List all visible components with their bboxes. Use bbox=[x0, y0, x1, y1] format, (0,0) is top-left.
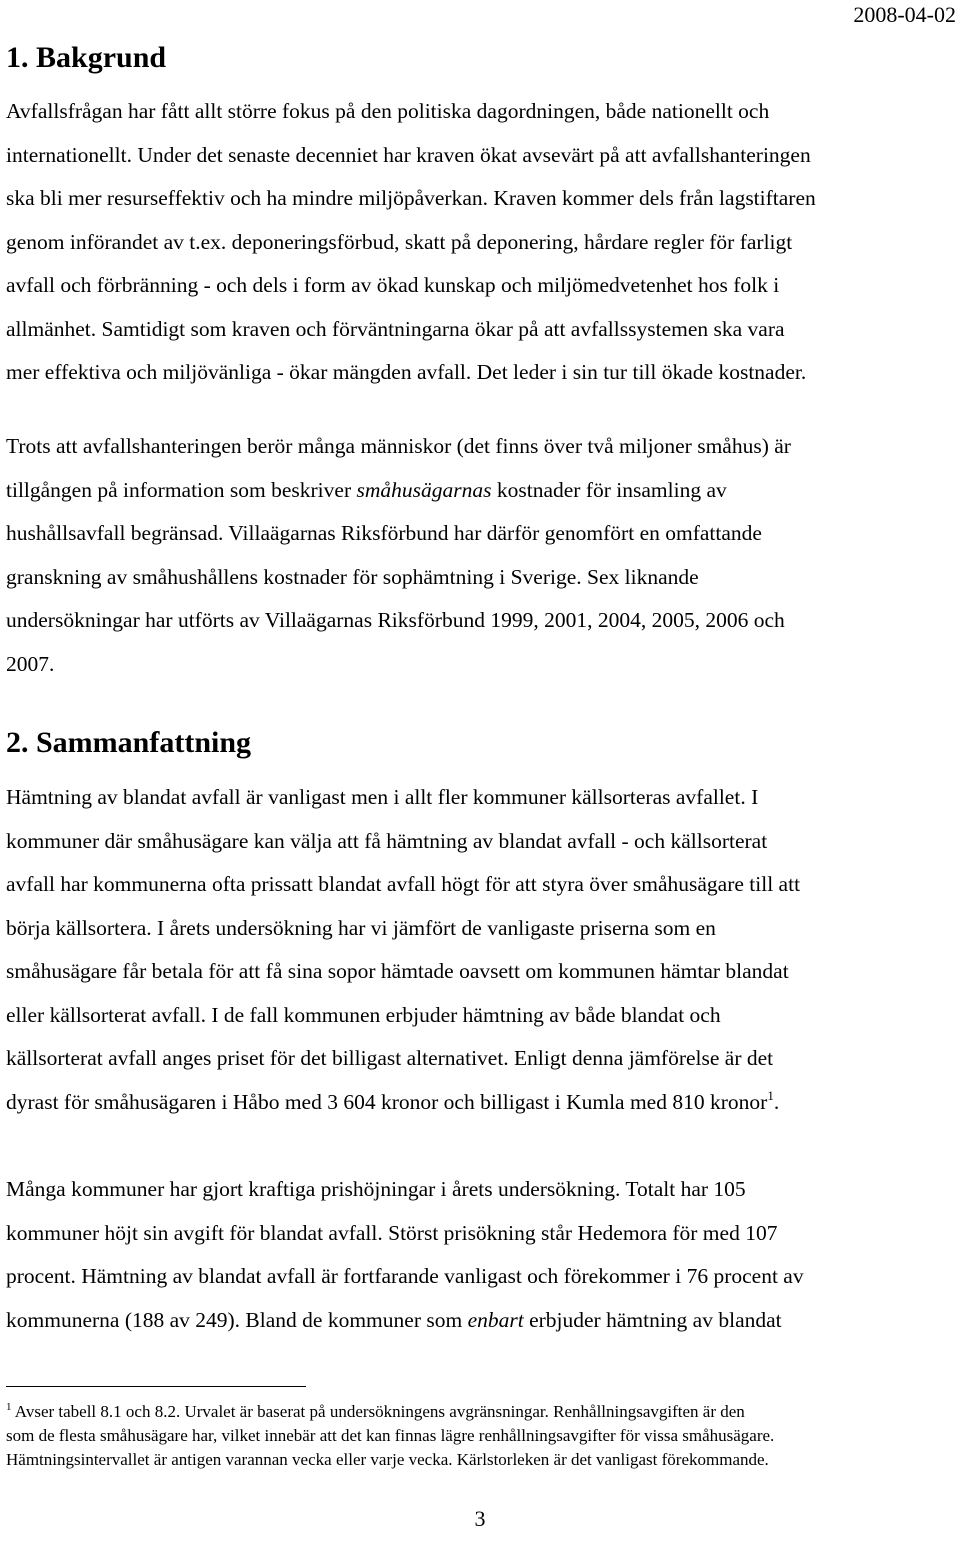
text-line: Trots att avfallshanteringen berör många människor (det finns över två miljoner småhus) är bbox=[6, 434, 791, 458]
emphasis-text: enbart bbox=[467, 1307, 524, 1332]
document-date: 2008-04-02 bbox=[853, 2, 956, 27]
text-line: avfall och förbränning - och dels i form av ökad kunskap och miljömedvetenhet hos folk i bbox=[6, 273, 780, 297]
text-line bbox=[6, 469, 956, 513]
emphasis-text: småhusägarnas bbox=[356, 477, 492, 502]
paragraph-sammanfattning-1 bbox=[6, 776, 956, 1124]
text-run: dyrast för småhusägaren i Håbo med 3 604 kronor och billigast i Kumla med 810 kronor bbox=[6, 1089, 768, 1114]
text-line: kommuner där småhusägare kan välja att få hämtning av blandat avfall - och källsorterat bbox=[6, 828, 768, 853]
text-line: internationellt. Under det senaste decenniet har kraven ökat avsevärt på att avfallshanteringen bbox=[6, 142, 811, 167]
text-line: källsorterat avfall anges priset för det billigast alternativet. Enligt denna jämförelse är det bbox=[6, 1046, 774, 1070]
paragraph-sammanfattning-2 bbox=[6, 1168, 956, 1342]
text-line: Hämtning av blandat avfall är vanligast men i allt fler kommuner källsorteras avfallet. I bbox=[6, 785, 759, 809]
text-line: genom införandet av t.ex. deponeringsförbud, skatt på deponering, hårdare regler för farligt bbox=[6, 229, 793, 254]
text-line: allmänhet. Samtidigt som kraven och förväntningarna ökar på att avfallssystemen ska vara bbox=[6, 316, 785, 341]
page-number: 3 bbox=[474, 1506, 486, 1531]
text-line: eller källsorterat avfall. I de fall kommunen erbjuder hämtning av både blandat och bbox=[6, 1002, 721, 1027]
footnote-line: Hämtningsintervallet är antigen varannan vecka eller varje vecka. Kärlstorleken är det vanligast förekommande. bbox=[6, 1450, 769, 1469]
paragraph-bakgrund-1 bbox=[6, 90, 956, 395]
text-line: hushållsavfall begränsad. Villaägarnas Riksförbund har därför genomfört en omfattande bbox=[6, 521, 762, 545]
text-line: granskning av småhushållens kostnader för sophämtning i Sverige. Sex liknande bbox=[6, 564, 699, 589]
text-line: Avfallsfrågan har fått allt större fokus på den politiska dagordningen, både nationellt och bbox=[6, 99, 770, 123]
text-line: avfall har kommunerna ofta prissatt blandat avfall högt för att styra över småhusägare till att bbox=[6, 872, 801, 896]
footnote bbox=[6, 1400, 956, 1472]
text-run: kommunerna (188 av 249). Bland de kommuner som bbox=[6, 1307, 468, 1332]
text-run: tillgången på information som beskriver bbox=[6, 477, 357, 502]
footnote-separator bbox=[6, 1386, 306, 1387]
text-run: Avser tabell 8.1 och 8.2. Urvalet är baserat på undersökningens avgränsningar. Renhållningsavgiften är den bbox=[11, 1402, 745, 1421]
text-line: procent. Hämtning av blandat avfall är fortfarande vanligast och förekommer i 76 procent av bbox=[6, 1264, 804, 1288]
footnote-line: som de flesta småhusägare har, vilket innebär att det kan finnas lägre renhållningsavgifter för vissa småhusägare. bbox=[6, 1426, 775, 1445]
section-heading-bakgrund: 1. Bakgrund bbox=[6, 41, 167, 74]
text-line: börja källsortera. I årets undersökning har vi jämfört de vanligaste priserna som en bbox=[6, 915, 716, 940]
text-line: mer effektiva och miljövänliga - ökar mängden avfall. Det leder i sin tur till ökade kostnader. bbox=[6, 360, 807, 384]
text-line: undersökningar har utförts av Villaägarnas Riksförbund 1999, 2001, 2004, 2005, 2006 och bbox=[6, 608, 785, 632]
text-line: 2007. bbox=[6, 651, 55, 676]
footnote-line bbox=[6, 1400, 956, 1424]
text-line: kommuner höjt sin avgift för blandat avfall. Störst prisökning står Hedemora för med 107 bbox=[6, 1220, 778, 1245]
text-line bbox=[6, 1081, 956, 1125]
text-line bbox=[6, 1299, 956, 1343]
text-run: kostnader för insamling av bbox=[491, 477, 727, 502]
section-heading-sammanfattning: 2. Sammanfattning bbox=[6, 726, 252, 759]
text-run: erbjuder hämtning av blandat bbox=[523, 1307, 782, 1332]
paragraph-bakgrund-2 bbox=[6, 425, 956, 686]
footnote-reference[interactable]: 1 bbox=[767, 1087, 774, 1103]
footnote-marker: 1 bbox=[6, 1401, 12, 1413]
text-run: . bbox=[773, 1089, 780, 1114]
text-line: ska bli mer resurseffektiv och ha mindre miljöpåverkan. Kraven kommer dels från lagstiftaren bbox=[6, 186, 816, 210]
text-line: småhusägare får betala för att få sina sopor hämtade oavsett om kommunen hämtar blandat bbox=[6, 959, 789, 983]
text-line: Många kommuner har gjort kraftiga prishöjningar i årets undersökning. Totalt har 105 bbox=[6, 1177, 746, 1201]
